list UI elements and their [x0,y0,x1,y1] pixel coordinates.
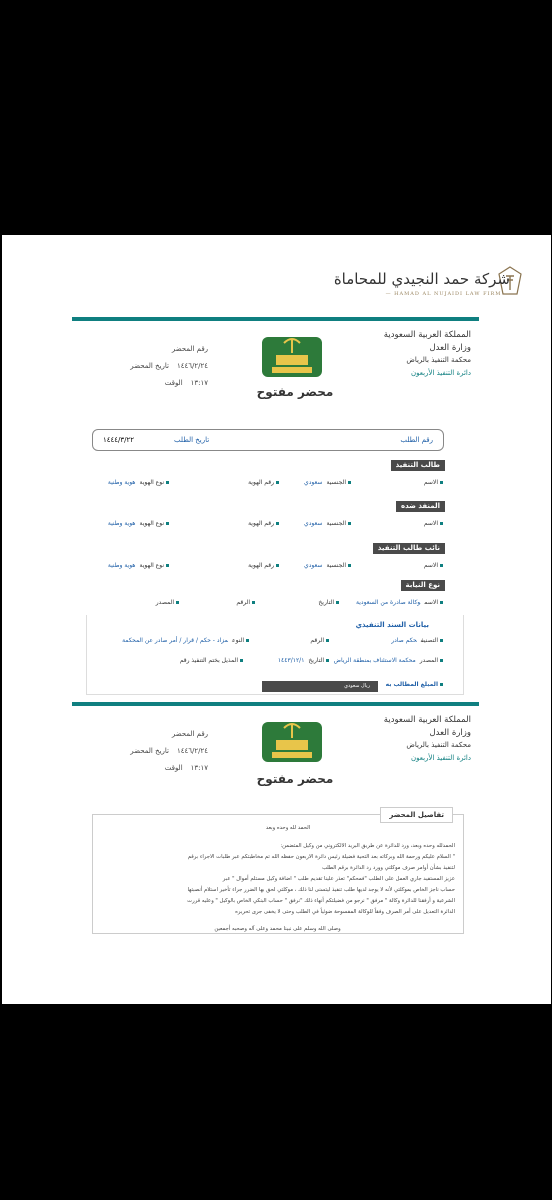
kingdom-text: المملكة العربية السعودية [383,330,471,340]
deputy-nationality: الجنسيةسعودي [304,562,351,569]
court-text: محكمة التنفيذ بالرياض [406,741,471,749]
details-line-5: حساب ناجز الخاص بموكلتي لأنه لا يوجد لديها طلب تنفيذ ليتسنى لنا ذلك ، موكلتي لحق بها الضرر جراء تأخير استلام أنصبتها [187,887,455,893]
applicant-id-type: نوع الهويةهوية وطنية [108,479,169,486]
record-page-2 [72,702,479,940]
kingdom-text: المملكة العربية السعودية [383,715,471,725]
section-representation: نوع النيابة [401,580,445,591]
writ-classification: التصنيفحكم صادر [391,637,443,644]
firm-name-en: — HAMAD AL NUJAIDI LAW FIRM — [385,291,510,297]
section-deputy: نائب طالب التنفيذ [373,543,445,554]
ministry-text: وزارة العدل [429,727,471,738]
amount-label: المبلغ المطالب به [386,681,443,688]
applicant-id: رقم الهوية [248,479,279,486]
against-nationality: الجنسيةسعودي [304,520,351,527]
deputy-id: رقم الهوية [248,562,279,569]
deputy-id-type: نوع الهويةهوية وطنية [108,562,169,569]
applicant-nationality: الجنسيةسعودي [304,479,351,486]
record-no-label: رقم المحضر [171,345,209,353]
details-line-4: عزيز المستفيد جاري العمل على الطلب "فمحكم" تعذر علينا تقديم طلب " اضافة وكيل مستلم أموال " عبر [222,876,455,882]
details-tab: تفاصيل المحضر [380,807,453,823]
details-line-6: الشرعية و أرفقنا للدائرة وكالة " مرفق " نرجو من فضيلتكم أنهاء ذلك "نرفق " حساب البنكي الخاص بالوكيل " وعليه قررت [187,898,455,904]
deputy-name: الاسم [424,562,443,569]
section-applicant: طالب التنفيذ [391,460,445,471]
rep-number: الرقم [236,599,255,606]
writ-attached: المذيل بختم التنفيذ رقم [180,657,243,664]
writ-source: المصدرمحكمة الاستئناف بمنطقة الرياض [334,657,443,664]
request-no-label: رقم الطلب [400,436,433,444]
against-name: الاسم [424,520,443,527]
writ-number: الرقم [310,637,329,644]
record-title-2: محضر مفتوح [256,772,334,786]
ministry-header-2 [384,714,471,764]
firm-header [290,270,510,297]
section-executed-against: المنفذ ضده [396,501,445,512]
record-page-1 [72,317,479,695]
request-box [92,429,444,451]
circuit-text: دائرة التنفيذ الأربعون [410,753,471,762]
circuit-text: دائرة التنفيذ الأربعون [410,368,471,377]
request-date: ١٤٤٤/٣/٢٢ [103,436,135,444]
ministry-header [384,329,471,379]
details-opening: الحمد لله وحده وبعد [265,825,311,831]
request-date-label: تاريخ الطلب [174,436,210,444]
ministry-emblem-icon [262,331,322,377]
rep-source: المصدر [156,599,179,606]
record-time: ١٣:١٧ [190,379,209,387]
applicant-name: الاسم [424,479,443,486]
details-closing: وصلى الله وسلم على نبينا محمد وعلى آله وصحبه أجمعين [214,926,341,932]
record-meta [124,341,208,392]
writ-type: النوعمزاد - حكم / قرار / أمر صادر عن المحكمة [122,637,249,644]
court-text: محكمة التنفيذ بالرياض [406,356,471,364]
ministry-text: وزارة العدل [429,342,471,353]
rep-name: الاسموكالة صادرة من السعودية [356,599,443,606]
ministry-emblem-icon [262,716,322,762]
rep-date: التاريخ [318,599,339,606]
firm-name: شركة حمد النجيدي للمحاماة [333,270,510,288]
details-line-1: الحمدلله وحده وبعد، ورد للدائرة عن طريق البريد الالكتروني من وكيل المتضمن: [280,843,455,849]
against-id: رقم الهوية [248,520,279,527]
against-id-type: نوع الهويةهوية وطنية [108,520,169,527]
record-title: محضر مفتوح [256,385,334,399]
record-date: ١٤٤٦/٢/٢٤ [177,362,209,370]
amount-value: ريال سعودي [262,681,378,692]
details-line-7: الدائرة التعديل على أمر الصرف وفقاً للوكالة المفسوحة ضوئياً في الطلب وحتى لا يخفى جرى تحريره [235,909,455,915]
details-line-2: " السلام عليكم ورحمة الله وبركاته بعد التحية فضيلة رئيس دائرة الاربعون حفظه الله تم مخاطبتكم عبر طلبات الاجراء برقم [187,854,455,860]
time-label: الوقت [164,379,183,387]
details-box [92,811,464,934]
record-meta-2: رقم المحضر ١٤٤٦/٢/٢٤ تاريخ المحضر ١٣:١٧ الوقت [130,730,209,772]
record-date-label: تاريخ المحضر [130,362,169,370]
details-line-3: لتنفيذ بشأن أوامر صرف موكلتي وورد رد الدائرة برقم الطلب [321,865,455,871]
writ-date: التاريخ١٤٤٣/١٢/١ [278,657,329,664]
writ-data-heading: بيانات السند التنفيذي [355,621,429,629]
